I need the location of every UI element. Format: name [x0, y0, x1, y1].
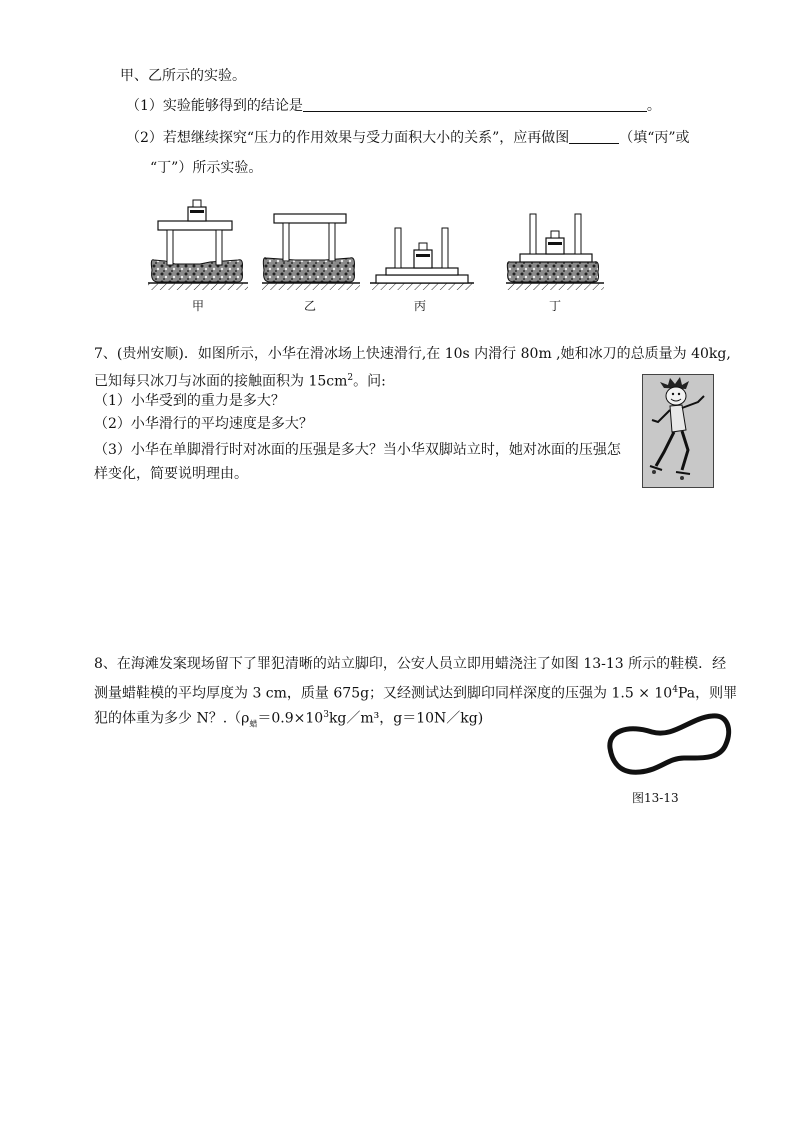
q6-part2-line2: “丁”）所示实验。	[150, 160, 263, 176]
q8-line3-end: kg／m³，g＝10N／kg)	[328, 710, 484, 727]
skater-illustration	[642, 374, 714, 488]
q7-sub3-line2: 样变化，简要说明理由。	[94, 466, 248, 482]
q6-part2-hint: （填“丙”或	[619, 130, 690, 146]
pressure-experiment-figure	[0, 0, 794, 330]
q8-line3-text: 犯的体重为多少 N？.（ρ	[94, 710, 250, 727]
figure-label-jia: 甲	[191, 299, 204, 313]
q7-line2-end: 。问:	[353, 373, 386, 390]
q8-line2	[94, 680, 737, 704]
q6-part1-text: （1）实验能够得到的结论是	[126, 98, 303, 114]
q7-sub2: （2）小华滑行的平均速度是多大？	[94, 416, 313, 432]
q7-line2-text: 已知每只冰刀与冰面的接触面积为 15cm	[94, 373, 348, 390]
q8-figure-caption: 图13-13	[632, 791, 679, 805]
figure-yi	[262, 214, 360, 290]
q7-sub1: （1）小华受到的重力是多大？	[94, 393, 285, 409]
figure-label-yi: 乙	[303, 299, 316, 313]
figure-label-ding: 丁	[548, 299, 561, 313]
figure-bing	[370, 228, 474, 290]
q6-intro: 甲、乙所示的实验。	[120, 68, 246, 84]
q8-line1: 8、在海滩发案现场留下了罪犯清晰的站立脚印，公安人员立即用蜡浇注了如图 13-13 所示的鞋模．经	[94, 656, 727, 672]
figure-label-bing: 丙	[413, 299, 426, 313]
q8-line3	[94, 705, 483, 734]
q7-line2	[94, 368, 386, 392]
q8-density-exponent: 3	[323, 710, 329, 720]
q6-part1-end: 。	[646, 98, 661, 114]
shoe-mold-figure	[604, 708, 734, 778]
q6-part2-text: （2）若想继续探究“压力的作用效果与受力面积大小的关系”，应再做图	[126, 130, 570, 146]
q8-line3-mid: ＝0.9×10	[257, 710, 324, 727]
q7-area-superscript: 2	[347, 373, 354, 383]
figure-ding	[506, 214, 604, 290]
q8-density-subscript: 蜡	[249, 719, 258, 729]
q7-line1: 7、(贵州安顺)．如图所示，小华在滑冰场上快速滑行,在 10s 内滑行 80m ,她和冰刀的总质量为 40kg,	[94, 346, 731, 362]
figure-jia	[148, 200, 248, 290]
q8-pressure-exponent: 4	[672, 685, 678, 695]
q8-line2-text: 测量蜡鞋模的平均厚度为 3 cm，质量 675g；又经测试达到脚印同样深度的压强为 1.5 × 10	[94, 685, 673, 702]
q7-sub3: （3）小华在单脚滑行时对冰面的压强是多大？当小华双脚站立时，她对冰面的压强怎	[94, 442, 621, 458]
q8-line2-end: Pa，则罪	[677, 685, 738, 702]
